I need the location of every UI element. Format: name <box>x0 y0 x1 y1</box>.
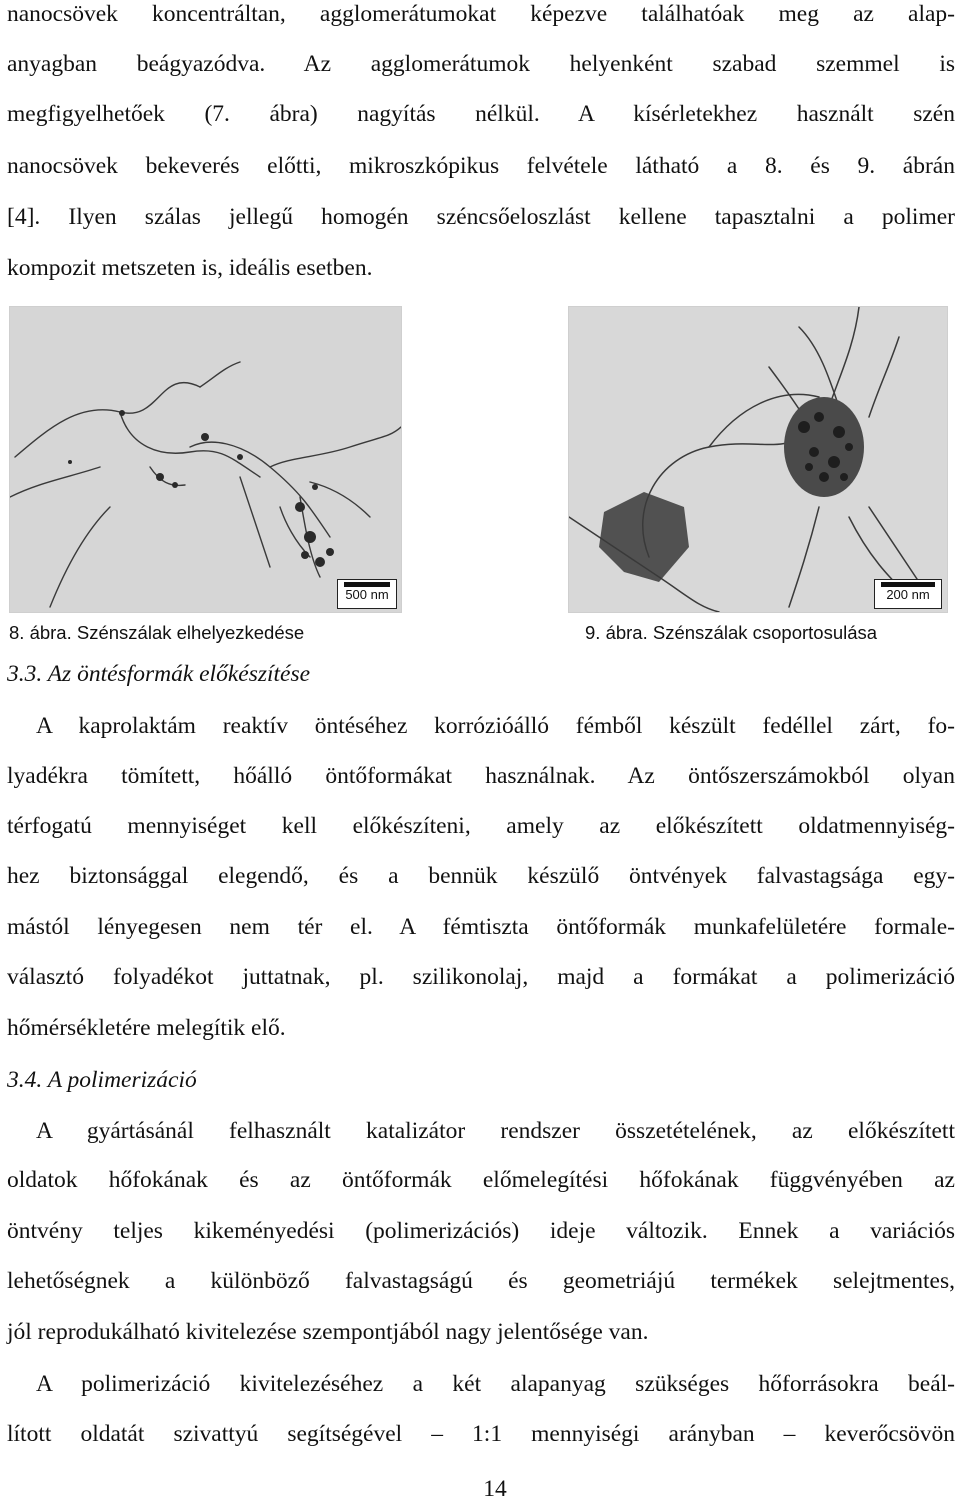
text-line: lított oldatát szivattyú segítségével – 1:1 mennyiségi arányban – keverőcsövön <box>7 1421 955 1447</box>
text-line: nanocsövek bekeverés előtti, mikroszkópikus felvétele látható a 8. és 9. ábrán <box>7 153 955 179</box>
text-line: anyagban beágyazódva. Az agglomerátumok helyenként szabad szemmel is <box>7 51 955 77</box>
text-line: [4]. Ilyen szálas jellegű homogén széncsőeloszlást kellene tapasztalni a polimer <box>7 204 955 230</box>
text-line: lehetőségnek a különböző falvastagságú és geometriájú termékek selejtmentes, <box>7 1268 955 1294</box>
figure-9-caption: 9. ábra. Szénszálak csoportosulása <box>585 622 878 643</box>
text-line: mástól lényegesen nem tér el. A fémtiszta öntőformák munkafelületére formale- <box>7 914 955 940</box>
text-line: hőmérsékletére melegítik elő. <box>7 1015 286 1041</box>
scale-bar: 200 nm <box>874 579 942 609</box>
text-line: választó folyadékot juttatnak, pl. szilikonolaj, majd a formákat a polimerizáció <box>7 964 955 990</box>
text-line: lyadékra tömített, hőálló öntőformákat használnak. Az öntőszerszámokból olyan <box>7 763 955 789</box>
text-line: térfogatú mennyiséget kell előkészíteni, amely az előkészített oldatmennyiség- <box>7 813 955 839</box>
page-number: 14 <box>483 1476 507 1502</box>
text-line: A kaprolaktám reaktív öntéséhez korrózióálló fémből készült fedéllel zárt, fo- <box>36 713 955 739</box>
text-line: kompozit metszeten is, ideális esetben. <box>7 255 373 281</box>
section-heading: 3.4. A polimerizáció <box>7 1067 197 1093</box>
figure-8-micrograph <box>9 306 402 613</box>
text-line: A polimerizáció kivitelezéséhez a két alapanyag szükséges hőforrásokra beál- <box>36 1371 955 1397</box>
section-heading: 3.3. Az öntésformák előkészítése <box>7 661 311 687</box>
text-line: hez biztonsággal elegendő, és a bennük készülő öntvények falvastagsága egy- <box>7 863 955 889</box>
text-line: megfigyelhetőek (7. ábra) nagyítás nélkül. A kísérletekhez használt szén <box>7 101 955 127</box>
figure-8-caption: 8. ábra. Szénszálak elhelyezkedése <box>9 622 305 643</box>
text-line: oldatok hőfokának és az öntőformák előmelegítési hőfokának függvényében az <box>7 1167 955 1193</box>
figure-9-micrograph <box>568 306 948 613</box>
text-line: jól reprodukálható kivitelezése szempontjából nagy jelentősége van. <box>7 1319 649 1345</box>
scale-bar: 500 nm <box>337 579 397 609</box>
text-line: nanocsövek koncentráltan, agglomerátumokat képezve találhatóak meg az alap- <box>7 1 955 27</box>
text-line: A gyártásánál felhasznált katalizátor rendszer összetételének, az előkészített <box>36 1118 955 1144</box>
text-line: öntvény teljes kikeményedési (polimerizációs) ideje változik. Ennek a variációs <box>7 1218 955 1244</box>
